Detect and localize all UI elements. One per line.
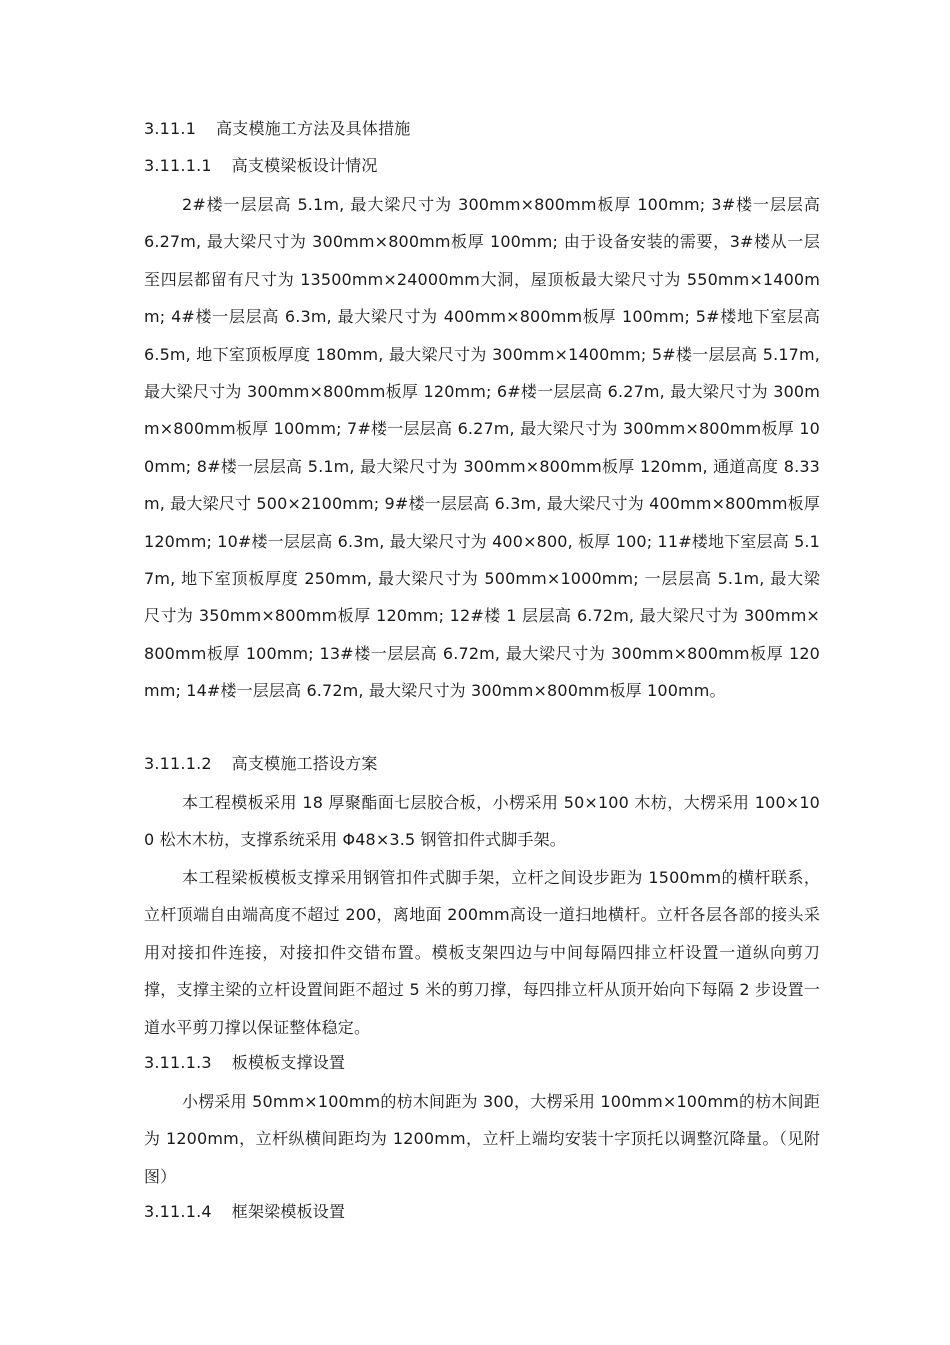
paragraph-scheme-materials: 本工程模板采用 18 厚聚酯面七层胶合板，小楞采用 50×100 木枋，大楞采用 100×100 松木木枋，支撑系统采用 Φ48×3.5 钢管扣件式脚手架。: [144, 793, 820, 850]
heading-number: 3.11.1.3: [144, 1053, 212, 1072]
heading-number: 3.11.1.4: [144, 1202, 212, 1221]
paragraph-design-info: 2#楼一层层高 5.1m, 最大梁尺寸为 300mm×800mm板厚 100mm; 3#楼一层层高 6.27m, 最大梁尺寸为 300mm×800mm板厚 100mm; 由于设备安装的需要，3#楼从一层至四层都留有尺寸为 13500mm×24000mm大洞，屋顶板最大梁尺寸为 550mm×1400mm; 4#楼一层层高 6.3m, 最大梁尺寸为 400mm×800mm板厚 100mm; 5#楼地下室层高 6.5m, 地下室顶板厚度 180mm, 最大梁尺寸为 300mm×1400mm; 5#楼一层层高 5.17m, 最大梁尺寸为 300mm×800mm板厚 120mm; 6#楼一层层高 6.27m, 最大梁尺寸为 300mm×800mm板厚 100mm; 7#楼一层层高 6.27m, 最大梁尺寸为 300mm×800mm板厚 100mm; 8#楼一层层高 5.1m, 最大梁尺寸为 300mm×800mm板厚 120mm, 通道高度 8.33m, 最大梁尺寸 500×2100mm; 9#楼一层层高 6.3m, 最大梁尺寸为 400mm×800mm板厚 120mm; 10#楼一层层高 6.3m, 最大梁尺寸为 400×800, 板厚 100; 11#楼地下室层高 5.17m, 地下室顶板厚度 250mm, 最大梁尺寸为 500mm×1000mm; 一层层高 5.1m, 最大梁尺寸为 350mm×800mm板厚 120mm; 12#楼 1 层层高 6.72m, 最大梁尺寸为 300mm×800mm板厚 100mm; 13#楼一层层高 6.72m, 最大梁尺寸为 300mm×800mm板厚 120mm; 14#楼一层层高 6.72m, 最大梁尺寸为 300mm×800mm板厚 100mm。: [144, 195, 820, 701]
heading-3-11-1-3: [144, 1053, 345, 1073]
paragraph-scheme-support: 本工程梁板模板支撑采用钢管扣件式脚手架，立杆之间设步距为 1500mm的横杆联系，立杆顶端自由端高度不超过 200，离地面 200mm高设一道扫地横杆。立杆各层各部的接头采用对接扣件连接，对接扣件交错布置。模板支架四边与中间每隔四排立杆设置一道纵向剪刀撑，支撑主梁的立杆设置间距不超过 5 米的剪刀撑，每四排立杆从顶开始向下每隔 2 步设置一道水平剪刀撑以保证整体稳定。: [144, 868, 820, 1037]
heading-3-11-1-2: [144, 754, 378, 774]
heading-title: 高支模施工方法及具体措施: [216, 119, 411, 138]
paragraph-slab-support: 小楞采用 50mm×100mm的枋木间距为 300，大楞采用 100mm×100mm的枋木间距为 1200mm，立杆纵横间距均为 1200mm，立杆上端均安装十字顶托以调整沉降量。（见附图）: [144, 1092, 820, 1186]
heading-3-11-1-4: [144, 1202, 345, 1222]
heading-3-11-1: [144, 119, 411, 139]
heading-number: 3.11.1.2: [144, 754, 212, 773]
heading-3-11-1-1: [144, 156, 378, 176]
heading-title: 高支模梁板设计情况: [231, 156, 378, 175]
heading-number: 3.11.1: [144, 119, 197, 138]
heading-number: 3.11.1.1: [144, 156, 212, 175]
heading-title: 框架梁模板设置: [231, 1202, 346, 1221]
heading-title: 高支模施工搭设方案: [231, 754, 378, 773]
heading-title: 板模板支撑设置: [231, 1053, 346, 1072]
